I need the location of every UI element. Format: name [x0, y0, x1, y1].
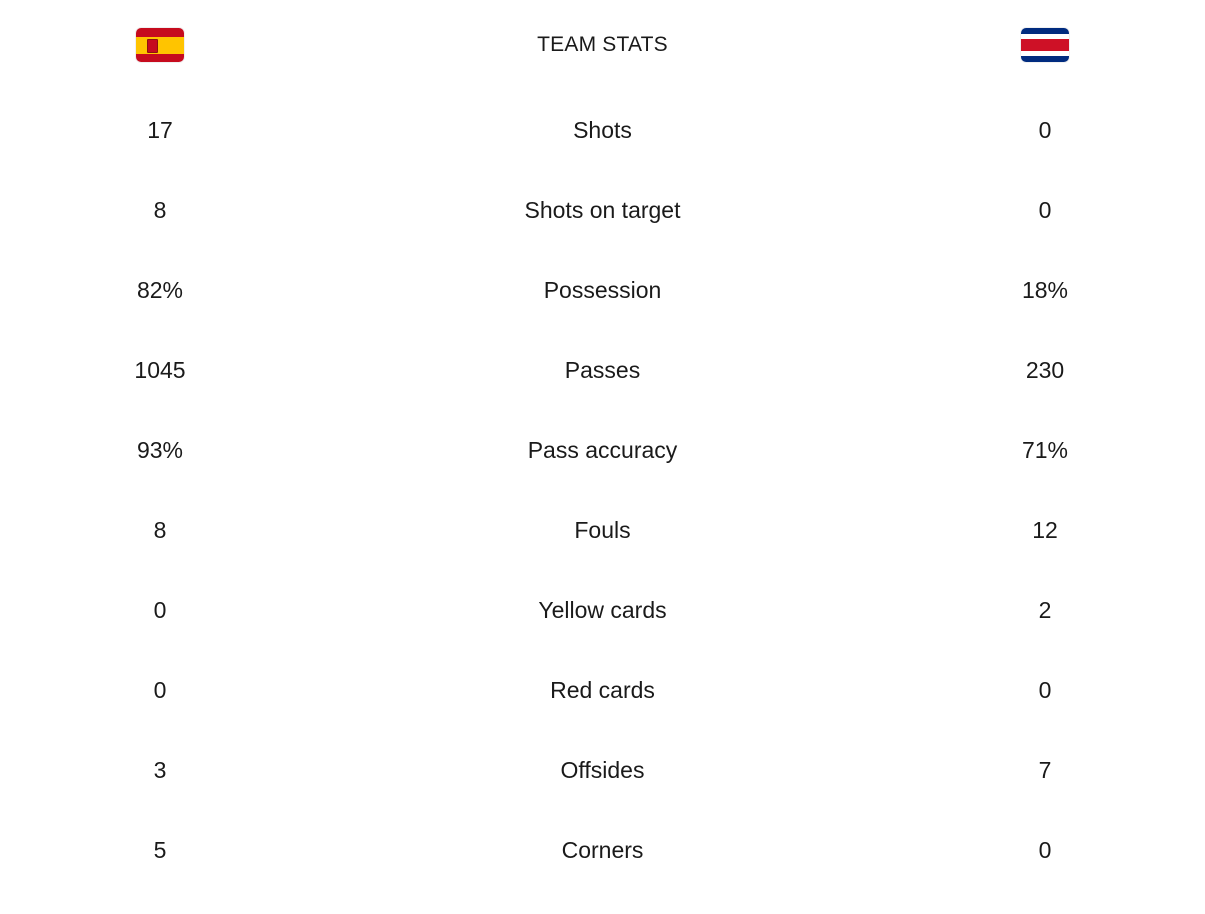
away-value: 0	[1038, 676, 1052, 703]
flag-band	[1021, 56, 1069, 62]
costa-rica-flag-icon	[1021, 28, 1069, 62]
away-value: 0	[1038, 836, 1052, 863]
stat-row	[0, 810, 1205, 890]
home-value: 5	[153, 836, 167, 863]
flag-band	[136, 28, 184, 37]
stat-label: Fouls	[574, 516, 631, 543]
away-value: 0	[1038, 116, 1052, 143]
home-value: 3	[153, 756, 167, 783]
away-team-flag-cell	[885, 28, 1205, 62]
flag-band	[136, 37, 184, 54]
stat-label: Offsides	[560, 756, 645, 783]
stat-row	[0, 250, 1205, 330]
stat-row	[0, 170, 1205, 250]
team-stats-title-cell	[320, 33, 885, 57]
home-value: 0	[153, 596, 167, 623]
stat-row	[0, 490, 1205, 570]
stat-label: Possession	[543, 276, 662, 303]
away-value: 71%	[1021, 436, 1069, 463]
stat-row	[0, 730, 1205, 810]
away-value: 0	[1038, 196, 1052, 223]
away-value: 12	[1032, 516, 1058, 543]
stat-row	[0, 90, 1205, 170]
home-value: 1045	[134, 356, 186, 383]
stat-label: Shots	[573, 116, 632, 143]
stat-row	[0, 410, 1205, 490]
flag-band	[136, 54, 184, 63]
stat-label: Shots on target	[524, 196, 681, 223]
page-title: TEAM STATS	[537, 33, 668, 56]
home-value: 93%	[136, 436, 184, 463]
team-stats-header	[0, 0, 1205, 90]
spain-crest-icon	[147, 39, 158, 53]
flag-band	[1021, 39, 1069, 51]
home-team-flag-cell	[0, 28, 320, 62]
stat-label: Passes	[564, 356, 641, 383]
home-value: 0	[153, 676, 167, 703]
stat-row	[0, 570, 1205, 650]
away-value: 230	[1025, 356, 1065, 383]
home-value: 8	[153, 516, 167, 543]
stat-label: Red cards	[550, 676, 655, 703]
spain-flag-icon	[136, 28, 184, 62]
stat-label: Yellow cards	[538, 596, 667, 623]
home-value: 82%	[136, 276, 184, 303]
stat-row	[0, 650, 1205, 730]
home-value: 8	[153, 196, 167, 223]
away-value: 2	[1038, 596, 1052, 623]
away-value: 7	[1038, 756, 1052, 783]
stat-label: Pass accuracy	[527, 436, 678, 463]
stat-label: Corners	[561, 836, 644, 863]
stat-row	[0, 330, 1205, 410]
away-value: 18%	[1021, 276, 1069, 303]
home-value: 17	[147, 116, 173, 143]
